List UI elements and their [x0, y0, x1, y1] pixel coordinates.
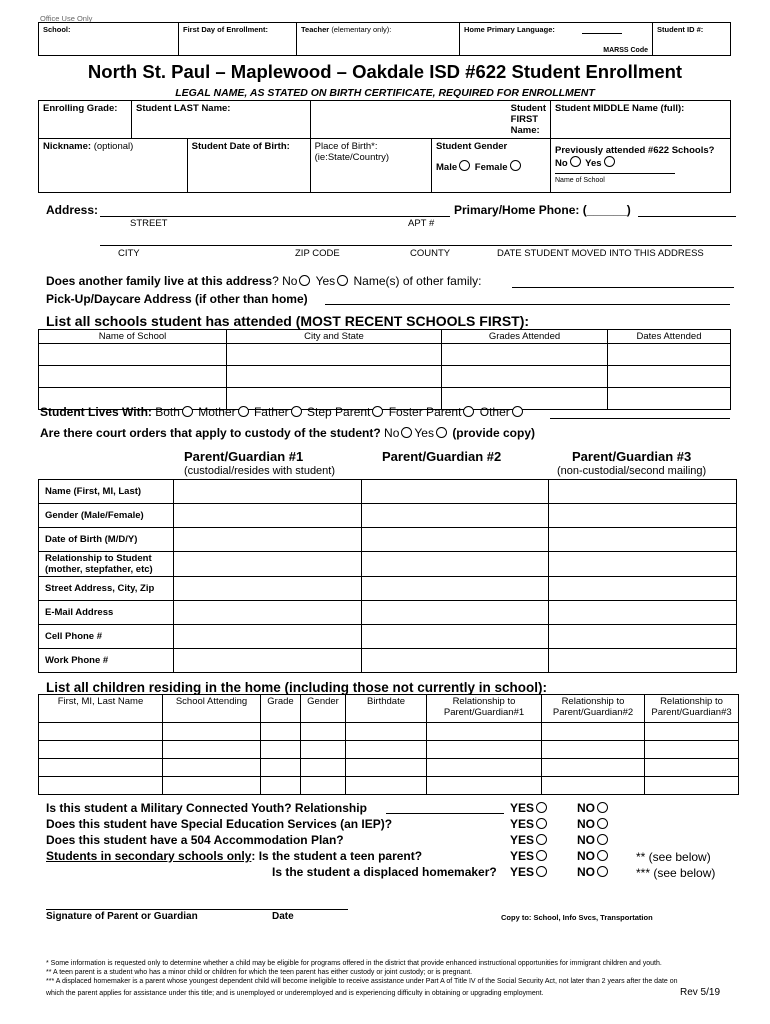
table-row [39, 723, 739, 741]
footnote-3: *** A displaced homemaker is a parent whose youngest dependent child will become ineligible to receive assistance under Part A of Title IV of the Social Security Act, not later than 2 years after the date on [46, 978, 678, 985]
office-student-id-field[interactable] [653, 23, 731, 56]
table-cell[interactable] [261, 723, 301, 741]
table-cell[interactable] [301, 759, 346, 777]
lives-father-label: Father [253, 405, 289, 419]
teen-see-below: ** (see below) [636, 850, 711, 864]
children-col-rel2: Relationship to Parent/Guardian#2 [542, 695, 645, 723]
guardian-row-address: Street Address, City, Zip [39, 577, 174, 601]
table-cell[interactable] [427, 723, 542, 741]
legal-name-note: LEGAL NAME, AS STATED ON BIRTH CERTIFICATE, REQUIRED FOR ENROLLMENT [175, 87, 595, 99]
other-family-row [46, 274, 482, 288]
table-cell[interactable] [261, 759, 301, 777]
previous-yes-radio[interactable] [604, 156, 615, 167]
nickname-optional: (optional) [93, 141, 134, 152]
relationship-label: Relationship to Student [45, 553, 152, 564]
table-cell[interactable] [174, 577, 362, 601]
table-cell[interactable] [346, 759, 427, 777]
schools-col-name: Name of School [39, 330, 227, 344]
signature-label: Signature of Parent or Guardian [46, 911, 198, 922]
table-cell[interactable] [174, 528, 362, 552]
children-col-birthdate: Birthdate [346, 695, 427, 723]
guardian-row-dob: Date of Birth (M/D/Y) [39, 528, 174, 552]
table-cell[interactable] [174, 649, 362, 673]
displaced-no: NO [577, 865, 610, 879]
military-question: Is this student a Military Connected Youth? Relationship [46, 801, 367, 815]
military-no: NO [577, 801, 610, 815]
table-cell[interactable] [549, 480, 737, 504]
iep-no-radio[interactable] [597, 818, 608, 829]
table-cell[interactable] [549, 528, 737, 552]
table-cell[interactable] [645, 741, 739, 759]
phone-paren: (______) [582, 203, 631, 217]
office-use-caption: Office Use Only [40, 14, 93, 23]
female-radio[interactable] [510, 160, 521, 171]
children-col-name: First, MI, Last Name [39, 695, 163, 723]
street-caption: STREET [130, 218, 168, 229]
table-cell[interactable] [174, 552, 362, 577]
lives-both-radio[interactable] [182, 406, 193, 417]
office-language-label: Home Primary Language: [464, 25, 555, 34]
iep-no: NO [577, 817, 610, 831]
male-label: Male [436, 162, 458, 173]
table-cell[interactable] [163, 723, 261, 741]
county-caption: COUNTY [410, 248, 451, 259]
guardian-row-relationship [39, 552, 174, 577]
secondary-only-label: Students in secondary schools only [46, 849, 252, 863]
table-cell[interactable] [549, 649, 737, 673]
table-row [39, 777, 739, 795]
teen-parent-question: : Is the student a teen parent? [251, 849, 423, 863]
plan504-yes-radio[interactable] [536, 834, 547, 845]
previous-no-radio[interactable] [570, 156, 581, 167]
gender-field [432, 139, 551, 193]
enrolling-grade-field[interactable] [39, 101, 132, 139]
military-yes-radio[interactable] [536, 802, 547, 813]
lives-father-radio[interactable] [291, 406, 302, 417]
apt-caption: APT # [408, 218, 435, 229]
office-use-box [38, 22, 731, 56]
schools-col-dates: Dates Attended [608, 330, 731, 344]
lives-both-label: Both [155, 405, 180, 419]
office-first-day-field[interactable] [179, 23, 297, 56]
table-cell[interactable] [163, 759, 261, 777]
table-cell[interactable] [645, 777, 739, 795]
military-relationship-line[interactable] [386, 813, 504, 814]
lives-mother-radio[interactable] [238, 406, 249, 417]
plan504-no: NO [577, 833, 610, 847]
table-cell[interactable] [174, 480, 362, 504]
displaced-yes: YES [510, 865, 549, 879]
guardian-row-cell: Cell Phone # [39, 625, 174, 649]
lives-step-parent-label: Step Parent [307, 405, 371, 419]
iep-yes: YES [510, 817, 549, 831]
table-cell[interactable] [261, 741, 301, 759]
teen-parent-row [46, 849, 422, 863]
signature-line[interactable] [46, 909, 348, 910]
pob-field[interactable] [310, 139, 431, 193]
first-name-field[interactable] [310, 101, 550, 139]
office-first-day-label: First Day of Enrollment: [183, 25, 269, 34]
court-yes-radio[interactable] [436, 427, 447, 438]
table-cell[interactable] [362, 649, 549, 673]
city-caption: CITY [118, 248, 140, 259]
plan504-no-radio[interactable] [597, 834, 608, 845]
iep-question: Does this student have Special Education Services (an IEP)? [46, 817, 393, 831]
court-orders-row [40, 426, 535, 440]
table-cell[interactable] [362, 528, 549, 552]
office-language-field[interactable] [460, 23, 653, 56]
teen-no: NO [577, 849, 610, 863]
military-yes: YES [510, 801, 549, 815]
footnote-1: * Some information is requested only to determine whether a child may be eligible for programs offered in the district that provide enhanced instructional opportunities for immigrant children and youth. [46, 960, 662, 967]
table-cell[interactable] [608, 344, 731, 366]
lives-foster-parent-radio[interactable] [463, 406, 474, 417]
displaced-yes-radio[interactable] [536, 866, 547, 877]
phone-label: Primary/Home Phone: (______) [454, 203, 631, 217]
date-label: Date [272, 911, 294, 922]
table-cell[interactable] [39, 344, 227, 366]
children-col-rel1: Relationship to Parent/Guardian#1 [427, 695, 542, 723]
phone-line[interactable] [638, 216, 736, 217]
teen-yes-radio[interactable] [536, 850, 547, 861]
other-family-no-radio[interactable] [299, 275, 310, 286]
table-cell[interactable] [301, 741, 346, 759]
female-label: Female [474, 162, 508, 173]
schools-heading: List all schools student has attended (MOST RECENT SCHOOLS FIRST): [46, 313, 530, 329]
table-cell[interactable] [362, 577, 549, 601]
other-family-yes: Yes [315, 274, 336, 288]
lives-mother-label: Mother [198, 405, 236, 419]
last-name-field[interactable] [132, 101, 311, 139]
court-orders-question: Are there court orders that apply to custody of the student? [40, 426, 381, 440]
lives-other-label: Other [479, 405, 510, 419]
pickup-line[interactable] [325, 304, 730, 305]
gender-label: Student Gender [436, 141, 508, 152]
table-cell[interactable] [39, 777, 163, 795]
court-note: (provide copy) [452, 426, 535, 440]
court-yes-label: Yes [414, 426, 434, 440]
guardian-row-work: Work Phone # [39, 649, 174, 673]
table-cell[interactable] [608, 388, 731, 410]
iep-yes-radio[interactable] [536, 818, 547, 829]
enrolling-grade-label: Enrolling Grade: [43, 103, 118, 114]
other-family-yes-radio[interactable] [337, 275, 348, 286]
children-col-rel3: Relationship to Parent/Guardian#3 [645, 695, 739, 723]
pickup-label: Pick-Up/Daycare Address (if other than home) [46, 292, 308, 306]
dob-label: Student Date of Birth: [191, 141, 290, 152]
teen-yes: YES [510, 849, 549, 863]
other-family-question: Does another family live at this address [46, 274, 273, 288]
table-cell[interactable] [346, 723, 427, 741]
table-cell[interactable] [362, 504, 549, 528]
first-name-label: Student FIRST Name: [510, 103, 546, 136]
guardian3-subheading: (non-custodial/second mailing) [557, 465, 707, 477]
table-cell[interactable] [174, 601, 362, 625]
nickname-label: Nickname: [43, 141, 92, 152]
table-cell[interactable] [442, 366, 608, 388]
schools-table [38, 329, 731, 410]
table-cell[interactable] [362, 601, 549, 625]
name-of-school-caption: Name of School [555, 177, 605, 184]
office-teacher-note: (elementary only): [331, 25, 392, 34]
zip-caption: ZIP CODE [295, 248, 340, 259]
table-cell[interactable] [301, 723, 346, 741]
plan504-question: Does this student have a 504 Accommodation Plan? [46, 833, 344, 847]
office-teacher-field[interactable] [297, 23, 460, 56]
lives-other-radio[interactable] [512, 406, 523, 417]
lives-other-line[interactable] [550, 418, 730, 419]
previously-attended-label: Previously attended #622 Schools? No [555, 145, 715, 169]
table-cell[interactable] [362, 480, 549, 504]
male-radio[interactable] [459, 160, 470, 171]
table-row [39, 741, 739, 759]
footnote-2: ** A teen parent is a student who has a minor child or children for which the teen parent has either custody or joint custody; or is pregnant. [46, 969, 473, 976]
guardian3-heading: Parent/Guardian #3 [572, 449, 692, 464]
table-cell[interactable] [645, 759, 739, 777]
other-family-no: ? No [272, 274, 298, 288]
previous-yes-label: Yes [585, 158, 602, 169]
table-cell[interactable] [163, 777, 261, 795]
children-col-school: School Attending [163, 695, 261, 723]
lives-step-parent-radio[interactable] [372, 406, 383, 417]
table-cell[interactable] [39, 759, 163, 777]
teen-no-radio[interactable] [597, 850, 608, 861]
other-family-names-label: Name(s) of other family: [353, 274, 482, 288]
table-row [39, 759, 739, 777]
table-cell[interactable] [549, 625, 737, 649]
table-cell[interactable] [362, 625, 549, 649]
schools-col-grades: Grades Attended [442, 330, 608, 344]
table-cell[interactable] [346, 741, 427, 759]
pob-label: Place of Birth*: [314, 141, 378, 152]
guardian-row-email: E-Mail Address [39, 601, 174, 625]
guardian1-subheading: (custodial/resides with student) [184, 465, 336, 477]
table-cell[interactable] [542, 777, 645, 795]
office-student-id-label: Student ID #: [657, 25, 704, 34]
office-school-label: School: [43, 25, 71, 34]
office-school-field[interactable] [39, 23, 179, 56]
table-cell[interactable] [608, 366, 731, 388]
displaced-see-below: *** (see below) [636, 866, 716, 880]
displaced-no-radio[interactable] [597, 866, 608, 877]
table-cell[interactable] [549, 601, 737, 625]
address-street-line[interactable] [100, 216, 450, 217]
guardian-row-name: Name (First, MI, Last) [39, 480, 174, 504]
other-family-names-line[interactable] [512, 287, 734, 288]
military-no-radio[interactable] [597, 802, 608, 813]
guardians-table [38, 479, 737, 673]
table-row [39, 344, 731, 366]
revision-label: Rev 5/19 [680, 987, 721, 998]
displaced-question: Is the student a displaced homemaker? [272, 865, 497, 879]
table-cell[interactable] [442, 344, 608, 366]
table-cell[interactable] [227, 344, 442, 366]
table-row [39, 366, 731, 388]
table-cell[interactable] [39, 723, 163, 741]
nickname-field[interactable] [39, 139, 188, 193]
moved-date-caption: DATE STUDENT MOVED INTO THIS ADDRESS [497, 248, 704, 259]
marss-line [582, 33, 622, 34]
table-cell[interactable] [427, 777, 542, 795]
table-cell[interactable] [549, 504, 737, 528]
enrollment-box [38, 100, 731, 193]
last-name-label: Student LAST Name: [136, 103, 231, 114]
dob-field[interactable] [187, 139, 310, 193]
address-label: Address: [46, 203, 99, 217]
court-no-radio[interactable] [401, 427, 412, 438]
table-cell[interactable] [549, 552, 737, 577]
footnote-4: which the parent applies for assistance under this title; and is unemployed or underemployed and is experiencing difficulty in obtaining or upgrading employment. [46, 990, 544, 997]
table-cell[interactable] [301, 777, 346, 795]
office-teacher-label: Teacher [301, 25, 330, 34]
guardian-row-gender: Gender (Male/Female) [39, 504, 174, 528]
court-no-label: No [384, 426, 400, 440]
table-cell[interactable] [542, 723, 645, 741]
name-of-school-line[interactable] [555, 173, 675, 174]
lives-foster-parent-label: Foster Parent [388, 405, 462, 419]
table-cell[interactable] [174, 504, 362, 528]
marss-code-label: MARSS Code [603, 47, 648, 54]
guardian1-heading: Parent/Guardian #1 [184, 449, 304, 464]
plan504-yes: YES [510, 833, 549, 847]
table-cell[interactable] [174, 625, 362, 649]
children-table [38, 694, 739, 795]
table-cell[interactable] [346, 777, 427, 795]
middle-name-field[interactable] [551, 101, 731, 139]
table-cell[interactable] [427, 759, 542, 777]
schools-col-city: City and State [227, 330, 442, 344]
guardian2-heading: Parent/Guardian #2 [382, 449, 502, 464]
city-line[interactable] [100, 245, 732, 246]
table-cell[interactable] [542, 741, 645, 759]
page-title: North St. Paul – Maplewood – Oakdale ISD #622 Student Enrollment [87, 61, 683, 82]
children-heading: List all children residing in the home (including those not currently in school): [46, 680, 548, 695]
table-cell[interactable] [549, 577, 737, 601]
middle-name-label: Student MIDDLE Name (full): [555, 103, 685, 114]
copy-to-label: Copy to: School, Info Svcs, Transportation [501, 913, 653, 922]
relationship-hint: (mother, stepfather, etc) [45, 564, 153, 575]
table-cell[interactable] [645, 723, 739, 741]
table-cell[interactable] [362, 552, 549, 577]
table-cell[interactable] [39, 366, 227, 388]
previously-attended-field [551, 139, 731, 193]
table-cell[interactable] [542, 759, 645, 777]
pob-hint: (ie:State/Country) [314, 152, 390, 163]
table-cell[interactable] [163, 741, 261, 759]
table-cell[interactable] [227, 366, 442, 388]
children-col-grade: Grade [261, 695, 301, 723]
table-cell[interactable] [427, 741, 542, 759]
table-cell[interactable] [261, 777, 301, 795]
children-col-gender: Gender [301, 695, 346, 723]
lives-with-row [40, 405, 525, 419]
table-cell[interactable] [39, 741, 163, 759]
lives-with-label: Student Lives With: [40, 405, 152, 419]
